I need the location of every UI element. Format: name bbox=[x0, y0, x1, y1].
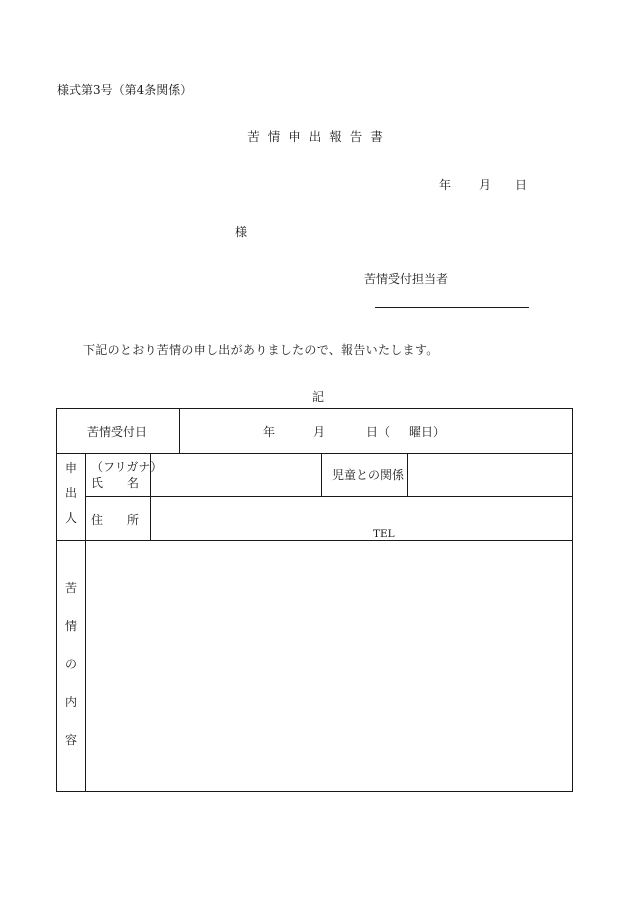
document-title: 苦情申出報告書 bbox=[247, 129, 391, 144]
received-date-field[interactable] bbox=[181, 411, 571, 451]
date-day: 日 bbox=[515, 178, 528, 192]
handler-label: 苦情受付担当者 bbox=[364, 272, 449, 286]
intro-text: 下記のとおり苦情の申し出がありましたので、報告いたします。 bbox=[83, 343, 439, 357]
ki-heading: 記 bbox=[311, 390, 324, 404]
received-year: 年 bbox=[263, 425, 276, 439]
address-field[interactable] bbox=[153, 498, 571, 538]
content-header: 苦 情 の 内 容 bbox=[64, 581, 77, 747]
relation-field[interactable] bbox=[410, 455, 570, 495]
tel-label: TEL bbox=[373, 528, 395, 540]
received-month: 月 bbox=[313, 425, 326, 439]
complaint-content-field[interactable] bbox=[88, 543, 570, 789]
received-day: 日（ bbox=[366, 425, 391, 439]
form-number: 様式第3号（第4条関係） bbox=[57, 83, 193, 97]
report-date bbox=[439, 179, 527, 191]
furigana-label: （フリガナ） bbox=[91, 460, 163, 474]
addressee-suffix: 様 bbox=[235, 225, 248, 239]
name-field[interactable] bbox=[153, 455, 319, 495]
name-label: 氏 名 bbox=[91, 476, 140, 490]
address-label: 住 所 bbox=[91, 513, 140, 527]
received-weekday: 曜日） bbox=[409, 425, 446, 439]
date-year: 年 bbox=[439, 178, 452, 192]
complaint-form-table bbox=[56, 408, 573, 792]
signature-line[interactable] bbox=[375, 307, 529, 308]
received-date-label: 苦情受付日 bbox=[87, 425, 148, 439]
applicant-header: 申 出 人 bbox=[64, 461, 77, 525]
relation-label: 児童との関係 bbox=[332, 468, 405, 482]
date-month: 月 bbox=[479, 178, 492, 192]
